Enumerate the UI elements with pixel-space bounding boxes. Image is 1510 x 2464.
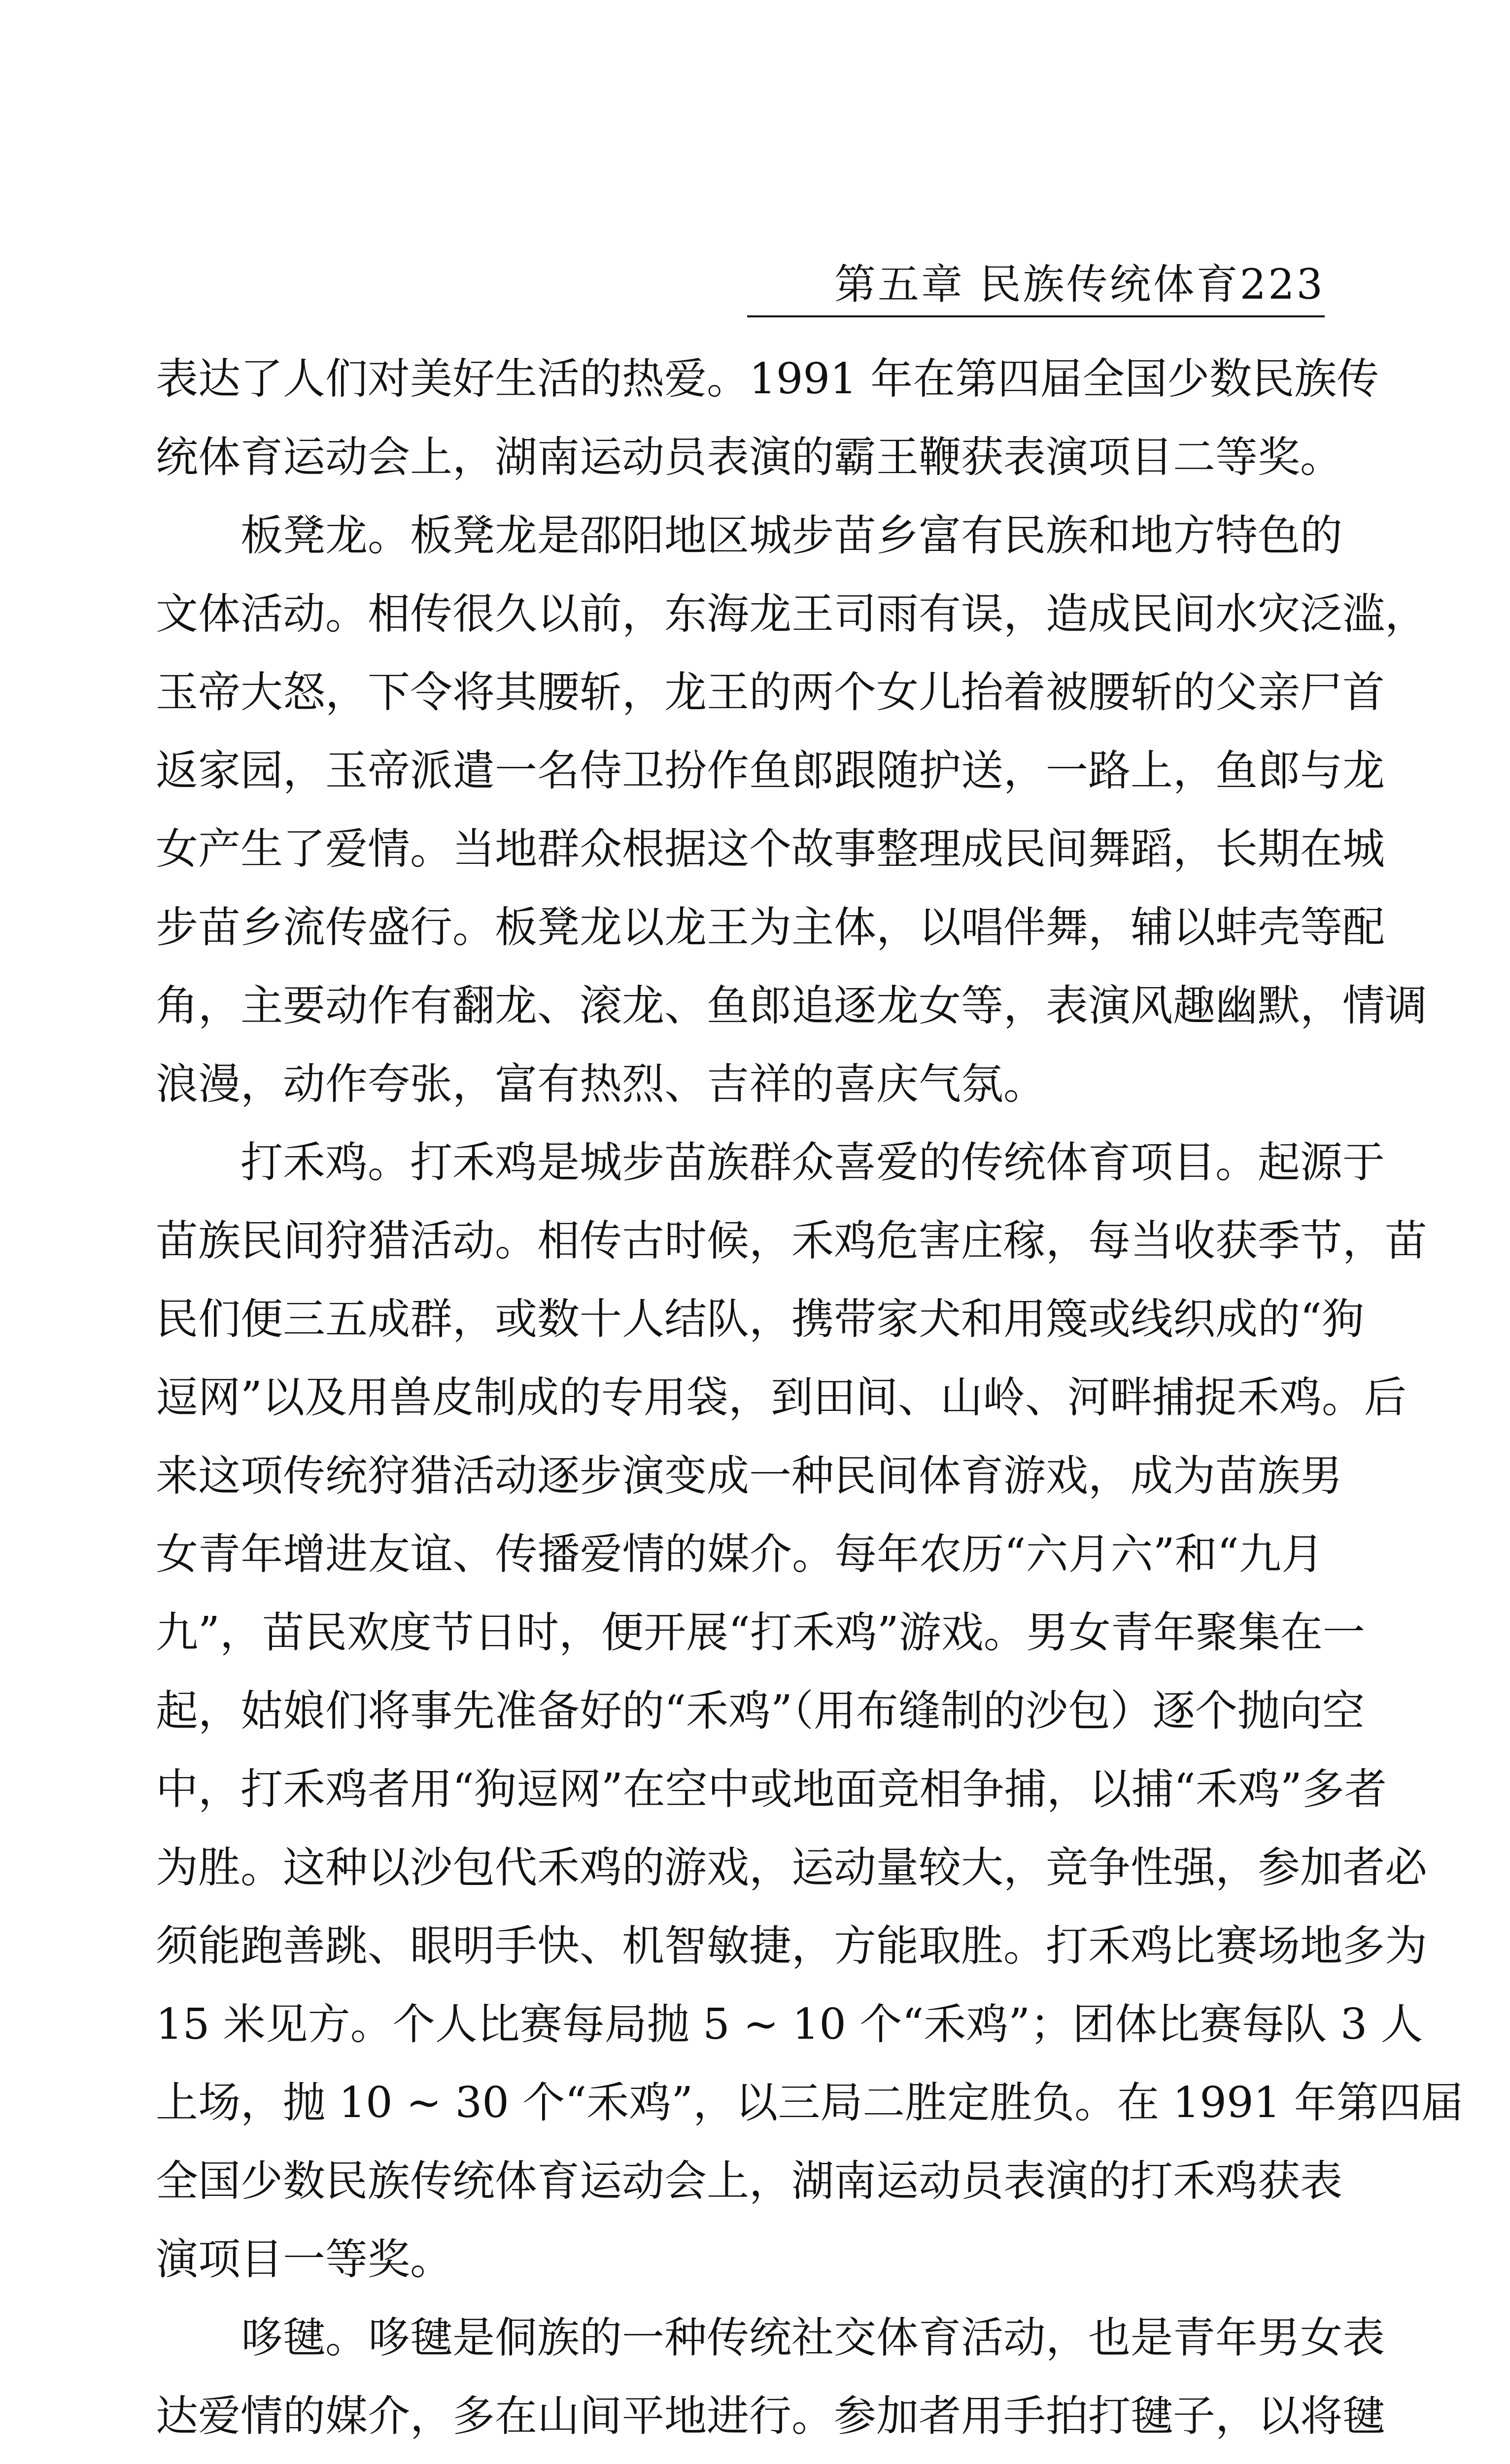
page-number: 223 <box>1239 260 1325 308</box>
running-head <box>834 257 1325 311</box>
text-line: 演项目一等奖。 <box>156 2235 452 2284</box>
text-line: 九”，苗民欢度节日时，便开展“打禾鸡”游戏。男女青年聚集在一 <box>156 1608 1365 1657</box>
text-line: 表达了人们对美好生活的热爱。1991 年在第四届全国少数民族传 <box>156 354 1379 404</box>
text-line: 苗族民间狩猎活动。相传古时候，禾鸡危害庄稼，每当收获季节，苗 <box>156 1216 1427 1266</box>
paragraph-start-line: 打禾鸡。打禾鸡是城步苗族群众喜爱的传统体育项目。起源于 <box>240 1138 1385 1187</box>
paragraph-start-line: 哆毽。哆毽是侗族的一种传统社交体育活动，也是青年男女表 <box>240 2313 1385 2362</box>
text-line: 中，打禾鸡者用“狗逗网”在空中或地面竞相争捕，以捕“禾鸡”多者 <box>156 1765 1387 1814</box>
paragraph-start-line: 板凳龙。板凳龙是邵阳地区城步苗乡富有民族和地方特色的 <box>240 511 1342 560</box>
chapter-title: 第五章 民族传统体育 <box>834 260 1240 308</box>
text-line: 逗网”以及用兽皮制成的专用袋，到田间、山岭、河畔捕捉禾鸡。后 <box>156 1373 1407 1422</box>
text-line: 文体活动。相传很久以前，东海龙王司雨有误，造成民间水灾泛滥， <box>156 589 1427 639</box>
text-line: 女青年增进友谊、传播爱情的媒介。每年农历“六月六”和“九月 <box>156 1530 1324 1579</box>
text-line: 全国少数民族传统体育运动会上，湖南运动员表演的打禾鸡获表 <box>156 2156 1342 2206</box>
text-line: 达爱情的媒介，多在山间平地进行。参加者用手拍打毽子，以将毽 <box>156 2392 1385 2441</box>
text-line: 为胜。这种以沙包代禾鸡的游戏，运动量较大，竞争性强，参加者必 <box>156 1843 1427 1892</box>
text-line: 浪漫，动作夸张，富有热烈、吉祥的喜庆气氛。 <box>156 1060 1046 1109</box>
text-line: 民们便三五成群，或数十人结队，携带家犬和用篾或线织成的“狗 <box>156 1295 1364 1344</box>
text-line: 来这项传统狩猎活动逐步演变成一种民间体育游戏，成为苗族男 <box>156 1451 1342 1501</box>
text-line: 返家园，玉帝派遣一名侍卫扮作鱼郎跟随护送，一路上，鱼郎与龙 <box>156 746 1385 795</box>
text-line: 女产生了爱情。当地群众根据这个故事整理成民间舞蹈，长期在城 <box>156 824 1385 874</box>
header-rule <box>747 315 1325 317</box>
body-text <box>156 340 1464 2464</box>
text-line: 起，姑娘们将事先准备好的“禾鸡”（用布缝制的沙包）逐个抛向空 <box>156 1686 1365 1736</box>
text-line: 玉帝大怒，下令将其腰斩，龙王的两个女儿抬着被腰斩的父亲尸首 <box>156 668 1385 717</box>
text-line: 角，主要动作有翻龙、滚龙、鱼郎追逐龙女等，表演风趣幽默，情调 <box>156 981 1427 1030</box>
text-line <box>156 2456 1324 2464</box>
text-line: 上场，抛 10 ~ 30 个“禾鸡”，以三局二胜定胜负。在 1991 年第四届 <box>156 2078 1464 2127</box>
text-line: 统体育运动会上，湖南运动员表演的霸王鞭获表演项目二等奖。 <box>156 433 1342 482</box>
text-line: 步苗乡流传盛行。板凳龙以龙王为主体，以唱伴舞，辅以蚌壳等配 <box>156 903 1385 952</box>
text-line: 15 米见方。个人比赛每局抛 5 ~ 10 个“禾鸡”；团体比赛每队 3 人 <box>156 2000 1423 2049</box>
text-line: 须能跑善跳、眼明手快、机智敏捷，方能取胜。打禾鸡比赛场地多为 <box>156 1921 1427 1971</box>
